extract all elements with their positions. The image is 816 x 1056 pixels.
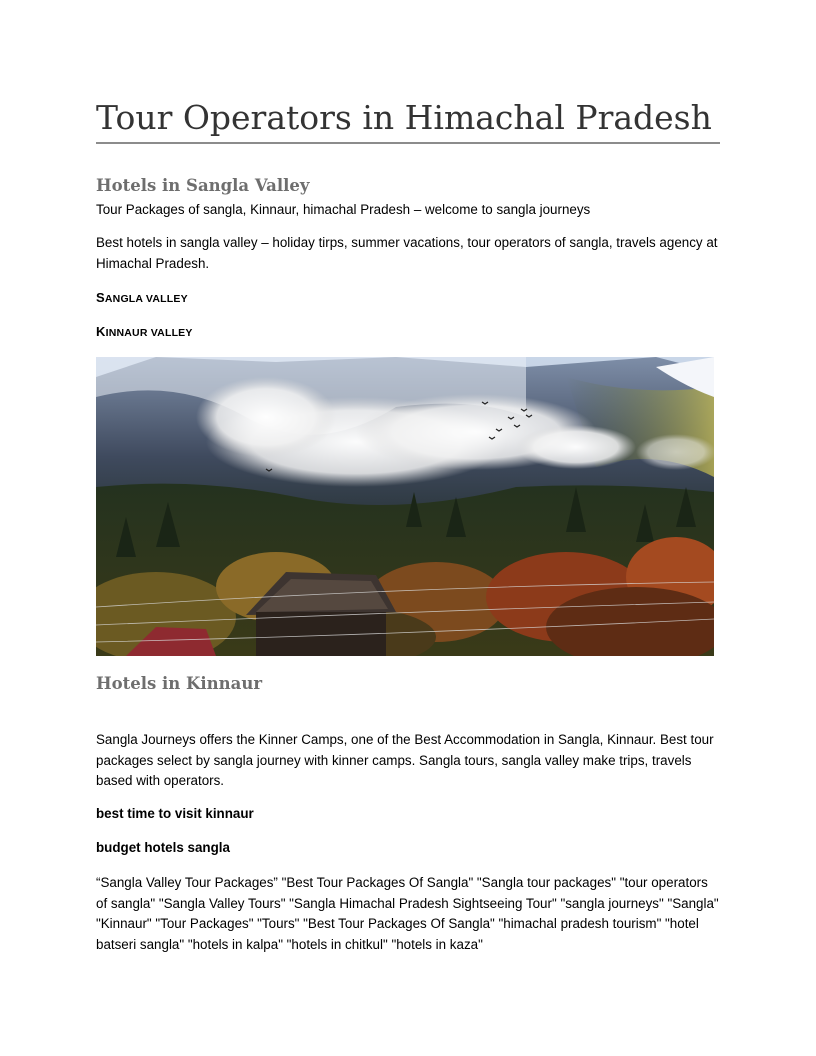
intro-paragraph: Best hotels in sangla valley – holiday tirps, summer vacations, tour operators of sangla, travels agency at Himachal Pradesh. bbox=[96, 235, 718, 271]
kinnaur-paragraph: Sangla Journeys offers the Kinner Camps, one of the Best Accommodation in Sangla, Kinnaur. Best tour packages select by sangla journey with kinner camps. Sangla tours, sangla valley make trips, travels based with operators. bbox=[96, 732, 714, 788]
sangla-valley-link[interactable] bbox=[96, 290, 188, 305]
keywords-paragraph: “Sangla Valley Tour Packages” "Best Tour Packages Of Sangla" "Sangla tour packages" "tour operators of sangla" "Sangla Valley Tours" "Sangla Himachal Pradesh Sightseeing Tour" "sangla journeys" "Sangla" "Kinnaur" "Tour Packages" "Tours" "Best Tour Packages Of Sangla" "himachal pradesh tourism" "hotel batseri sangla" "hotels in kalpa" "hotels in chitkul" "hotels in kaza" bbox=[96, 875, 719, 952]
valley-photo bbox=[96, 357, 714, 656]
link-initial: S bbox=[96, 290, 105, 305]
link-rest: INNAUR VALLEY bbox=[105, 327, 193, 339]
link-initial: K bbox=[96, 324, 106, 339]
section-heading-sangla-valley: Hotels in Sangla Valley bbox=[96, 176, 310, 195]
budget-hotels-link: budget hotels sangla bbox=[96, 840, 230, 855]
page-title: Tour Operators in Himachal Pradesh bbox=[96, 96, 720, 144]
tagline-text: Tour Packages of sangla, Kinnaur, himachal Pradesh – welcome to sangla journeys bbox=[96, 202, 591, 217]
section-heading-kinnaur: Hotels in Kinnaur bbox=[96, 674, 263, 693]
kinnaur-valley-link[interactable] bbox=[96, 324, 193, 339]
link-rest: ANGLA VALLEY bbox=[104, 293, 188, 305]
best-time-link: best time to visit kinnaur bbox=[96, 806, 254, 821]
